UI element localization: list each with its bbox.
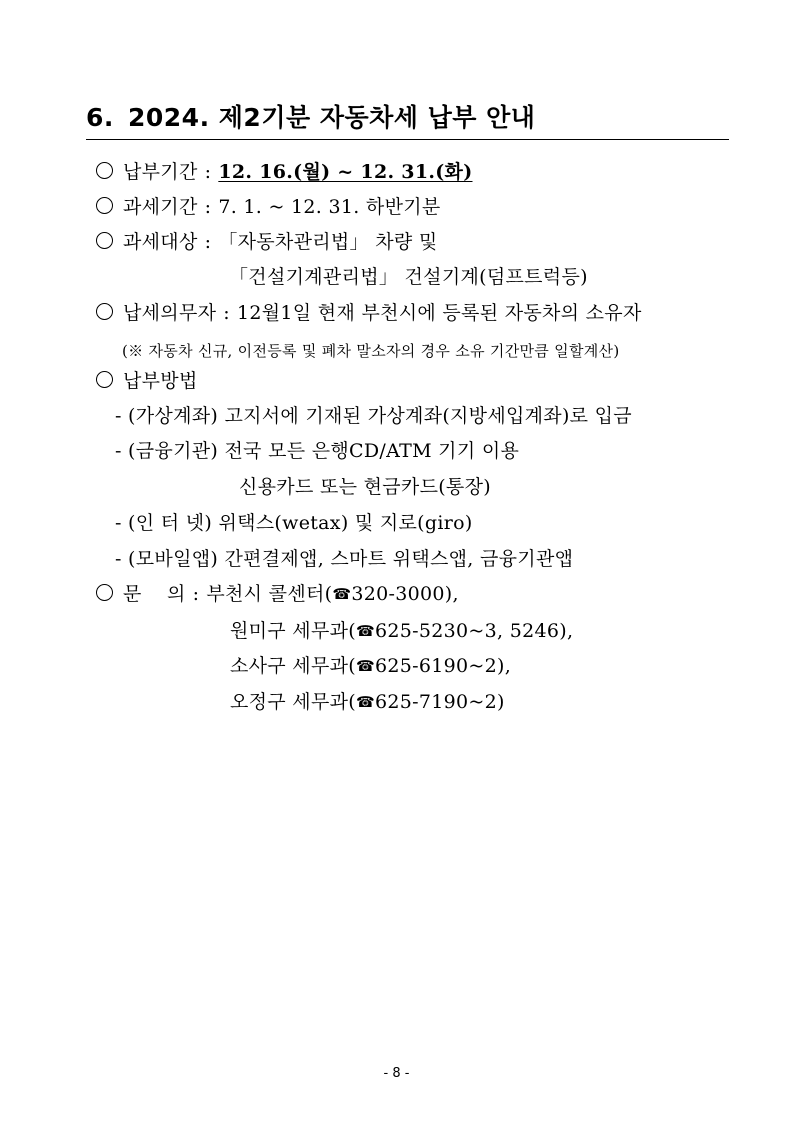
- circle-bullet-icon: [96, 162, 113, 179]
- method-item-internet: - (인 터 넷) 위택스(wetax) 및 지로(giro): [115, 512, 473, 534]
- contact-number: 625-6190~2),: [374, 655, 512, 677]
- circle-bullet-icon: [96, 371, 113, 388]
- obligor-sep: :: [223, 302, 230, 324]
- tax-period-row: [96, 195, 441, 219]
- inquiry-label: 문 의: [123, 583, 186, 605]
- obligor-label: 납세의무자: [123, 302, 217, 324]
- circle-bullet-icon: [96, 232, 113, 249]
- contact-name: 소사구 세무과(: [230, 655, 356, 677]
- tax-period-sep: :: [204, 196, 212, 218]
- section-title: [86, 98, 729, 140]
- contact-number: 625-5230~3, 5246),: [374, 620, 574, 642]
- circle-bullet-icon: [96, 197, 113, 214]
- tax-period-label: 과세기간: [123, 196, 198, 218]
- contact-number: 625-7190~2): [374, 691, 505, 713]
- contact-row: [230, 654, 511, 679]
- target-line2: 「건설기계관리법」 건설기계(덤프트럭등): [229, 266, 588, 288]
- period-sep: :: [204, 161, 212, 183]
- method-item-card: 신용카드 또는 현금카드(통장): [239, 476, 491, 498]
- obligor-value: 12월1일 현재 부천시에 등록된 자동차의 소유자: [236, 302, 642, 324]
- period-row: [96, 160, 473, 184]
- period-label: 납부기간: [123, 161, 198, 183]
- target-sep: :: [204, 231, 212, 253]
- phone-icon: ☎: [332, 585, 352, 603]
- method-item-mobile: - (모바일앱) 간편결제앱, 스마트 위택스앱, 금융기관앱: [115, 548, 574, 570]
- method-label: 납부방법: [123, 370, 198, 392]
- section-title-text: 2024. 제2기분 자동차세 납부 안내: [128, 103, 536, 132]
- circle-bullet-icon: [96, 303, 113, 320]
- period-value: 12. 16.(월) ~ 12. 31.(화): [218, 161, 473, 183]
- method-item-virtual-account: - (가상계좌) 고지서에 기재된 가상계좌(지방세입계좌)로 입금: [115, 405, 632, 427]
- section-number: 6.: [86, 103, 114, 132]
- phone-icon: ☎: [355, 622, 375, 640]
- tax-period-value: 7. 1. ~ 12. 31. 하반기분: [218, 196, 441, 218]
- contact-row: [230, 690, 505, 715]
- phone-icon: ☎: [355, 657, 375, 675]
- page-number: - 8 -: [383, 1066, 410, 1081]
- method-item-bank: - (금융기관) 전국 모든 은행CD/ATM 기기 이용: [115, 440, 520, 462]
- contact-name: 오정구 세무과(: [230, 691, 356, 713]
- obligor-note: (※ 자동차 신규, 이전등록 및 폐차 말소자의 경우 소유 기간만큼 일할계산): [122, 342, 620, 360]
- contact-name: 부천시 콜센터(: [206, 583, 333, 605]
- method-row: [96, 369, 198, 393]
- contact-number: 320-3000),: [351, 583, 459, 605]
- phone-icon: ☎: [355, 693, 375, 711]
- circle-bullet-icon: [96, 584, 113, 601]
- target-label: 과세대상: [123, 231, 198, 253]
- target-row: [96, 230, 438, 254]
- inquiry-row: [96, 582, 459, 607]
- contact-name: 원미구 세무과(: [230, 620, 356, 642]
- inquiry-sep: :: [192, 583, 200, 605]
- contact-row: [230, 619, 573, 644]
- target-line1: 「자동차관리법」 차량 및: [218, 231, 438, 253]
- obligor-row: [96, 301, 642, 325]
